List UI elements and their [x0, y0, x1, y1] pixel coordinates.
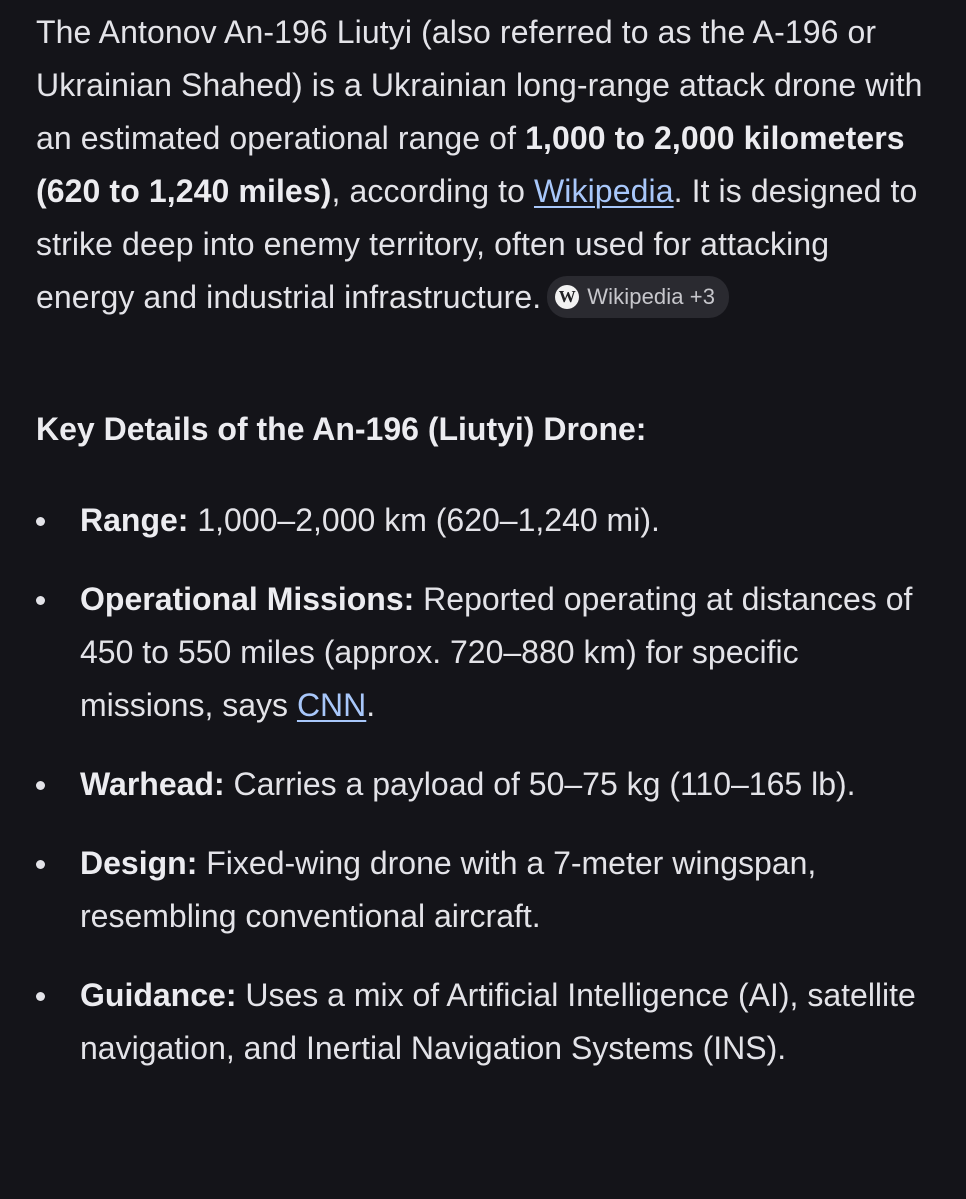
intro-text-3: . It is designed to strike deep into enemy territory, often used for attacking energy and industrial infrastructure.: [36, 173, 918, 315]
item-text: 1,000–2,000 km (620–1,240 mi).: [188, 502, 660, 538]
wikipedia-icon: W: [555, 285, 579, 309]
sources-chip[interactable]: [547, 276, 729, 318]
item-label: Range:: [80, 502, 189, 538]
list-item-range: [36, 494, 936, 547]
answer-container: [36, 6, 936, 324]
item-text-after: .: [366, 687, 376, 723]
item-text: Carries a payload of 50–75 kg (110–165 lb).: [224, 766, 856, 802]
item-label: Warhead:: [80, 766, 225, 802]
item-text: Uses a mix of Artificial Intelligence (AI), satellite navigation, and Inertial Navigation Systems (INS).: [80, 977, 916, 1066]
item-text: Reported operating at distances of 450 to 550 miles (approx. 720–880 km) for specific missions, says: [80, 581, 913, 723]
list-item-design: [36, 837, 936, 943]
item-label: Operational Missions:: [80, 581, 415, 617]
list-item-operational-missions: [36, 573, 936, 732]
sources-chip-label: Wikipedia +3: [587, 283, 716, 309]
item-text: Fixed-wing drone with a 7-meter wingspan, resembling conventional aircraft.: [80, 845, 817, 934]
item-label: Design:: [80, 845, 198, 881]
intro-text-1: The Antonov An-196 Liutyi (also referred to as the A-196 or Ukrainian Shahed) is a Ukrainian long-range attack drone with an estimated operational range of: [36, 14, 923, 156]
cnn-link[interactable]: CNN: [296, 687, 367, 723]
list-item-warhead: [36, 758, 936, 811]
details-list: [36, 494, 936, 1101]
intro-paragraph: [36, 6, 936, 324]
intro-range-bold: 1,000 to 2,000 kilometers (620 to 1,240 miles): [36, 120, 905, 209]
intro-text-2: , according to: [331, 173, 534, 209]
wikipedia-link[interactable]: Wikipedia: [533, 173, 674, 209]
list-item-guidance: [36, 969, 936, 1075]
section-heading: Key Details of the An-196 (Liutyi) Drone:: [36, 411, 647, 447]
item-label: Guidance:: [80, 977, 237, 1013]
